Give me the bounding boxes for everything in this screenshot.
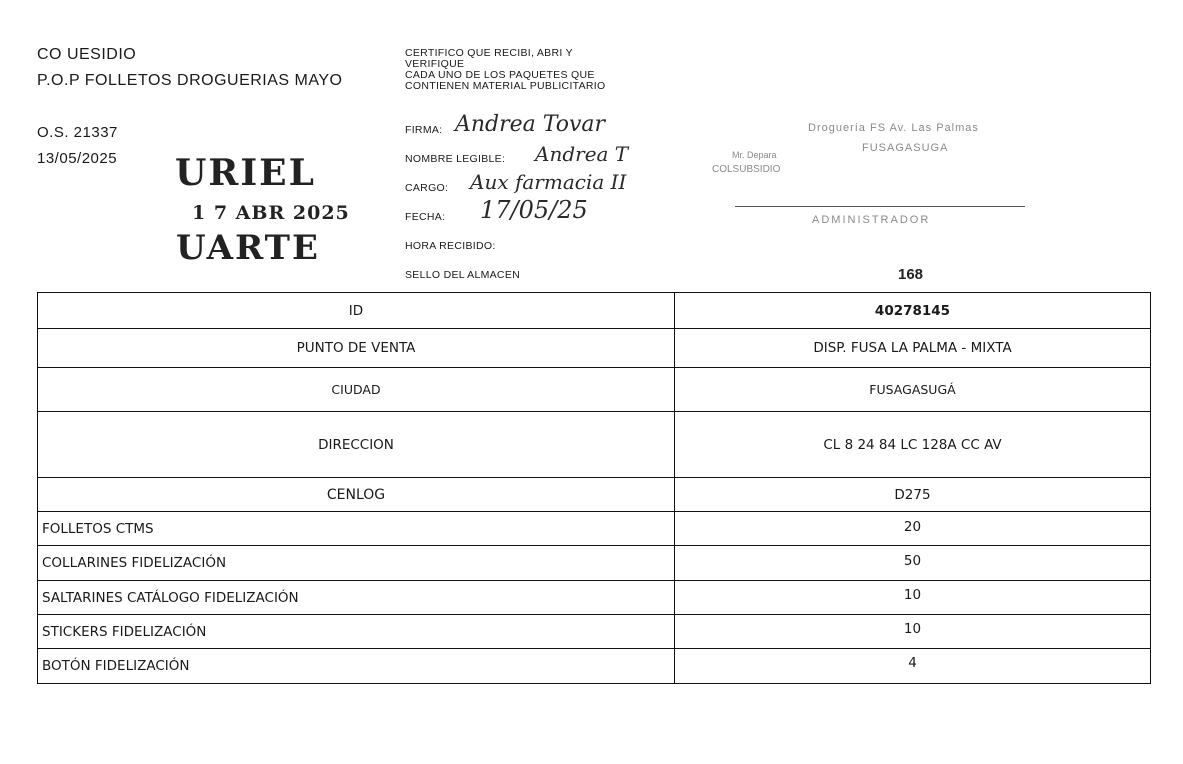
hora-label: HORA RECIBIDO:: [405, 240, 496, 252]
item-label: STICKERS FIDELIZACIÓN: [42, 623, 207, 640]
table-row-value: CL 8 24 84 LC 128A CC AV: [823, 436, 1002, 453]
item-label: COLLARINES FIDELIZACIÓN: [42, 555, 227, 571]
item-label: FOLLETOS CTMS: [42, 520, 154, 537]
handwritten-number: 168: [898, 266, 924, 283]
nombre-value: Andrea T: [535, 142, 629, 166]
store-stamp-small: Mr. Depara: [732, 150, 777, 160]
item-quantity: 10: [903, 587, 922, 603]
stamp-name-top: URIEL: [175, 152, 316, 194]
item-quantity: 10: [903, 621, 922, 637]
table-row-label: CENLOG: [326, 486, 386, 503]
table-row-value: 40278145: [874, 302, 951, 319]
cargo-value: Aux farmacia II: [470, 170, 627, 194]
order-number: O.S. 21337: [37, 124, 118, 141]
company-name: CO UESIDIO: [37, 46, 137, 63]
certificate-text: [405, 48, 605, 92]
table-row-value: DISP. FUSA LA PALMA - MIXTA: [813, 340, 1012, 356]
certificate-line: CONTIENEN MATERIAL PUBLICITARIO: [405, 80, 606, 92]
nombre-label: NOMBRE LEGIBLE:: [405, 153, 506, 165]
item-quantity: 50: [903, 553, 922, 569]
order-date: 13/05/2025: [37, 150, 118, 167]
firma-label: FIRMA:: [405, 124, 443, 136]
table-row-label: PUNTO DE VENTA: [296, 340, 416, 356]
item-label: BOTÓN FIDELIZACIÓN: [42, 658, 190, 674]
store-stamp-name: Droguería FS Av. Las Palmas: [808, 122, 979, 134]
firma-signature: Andrea Tovar: [455, 112, 606, 137]
signature-line: [735, 206, 1025, 207]
store-stamp-city: FUSAGASUGA: [862, 142, 949, 154]
table-row-label: DIRECCION: [318, 436, 394, 453]
fecha-value: 17/05/25: [480, 196, 588, 224]
administrator-label: ADMINISTRADOR: [812, 214, 931, 226]
table-row-value: D275: [894, 486, 931, 503]
store-stamp-company: COLSUBSIDIO: [712, 164, 781, 175]
stamp-name-bottom: UARTE: [176, 228, 320, 268]
fecha-label: FECHA:: [405, 211, 446, 223]
cargo-label: CARGO:: [405, 182, 449, 194]
table-row-label: ID: [348, 302, 364, 319]
item-quantity: 4: [908, 655, 917, 671]
item-label: SALTARINES CATÁLOGO FIDELIZACIÓN: [42, 589, 299, 606]
certificate-line: VERIFIQUE: [405, 58, 465, 70]
table-row-value: FUSAGASUGÁ: [869, 382, 956, 397]
certificate-line: CADA UNO DE LOS PAQUETES QUE: [405, 69, 595, 81]
document-title: P.O.P FOLLETOS DROGUERIAS MAYO: [37, 72, 343, 89]
stamp-date: 1 7 ABR 2025: [192, 202, 350, 224]
table-row-label: CIUDAD: [331, 382, 381, 397]
item-quantity: 20: [903, 519, 922, 535]
sello-label: SELLO DEL ALMACEN: [405, 269, 521, 281]
certificate-line: CERTIFICO QUE RECIBI, ABRI Y: [405, 47, 573, 59]
